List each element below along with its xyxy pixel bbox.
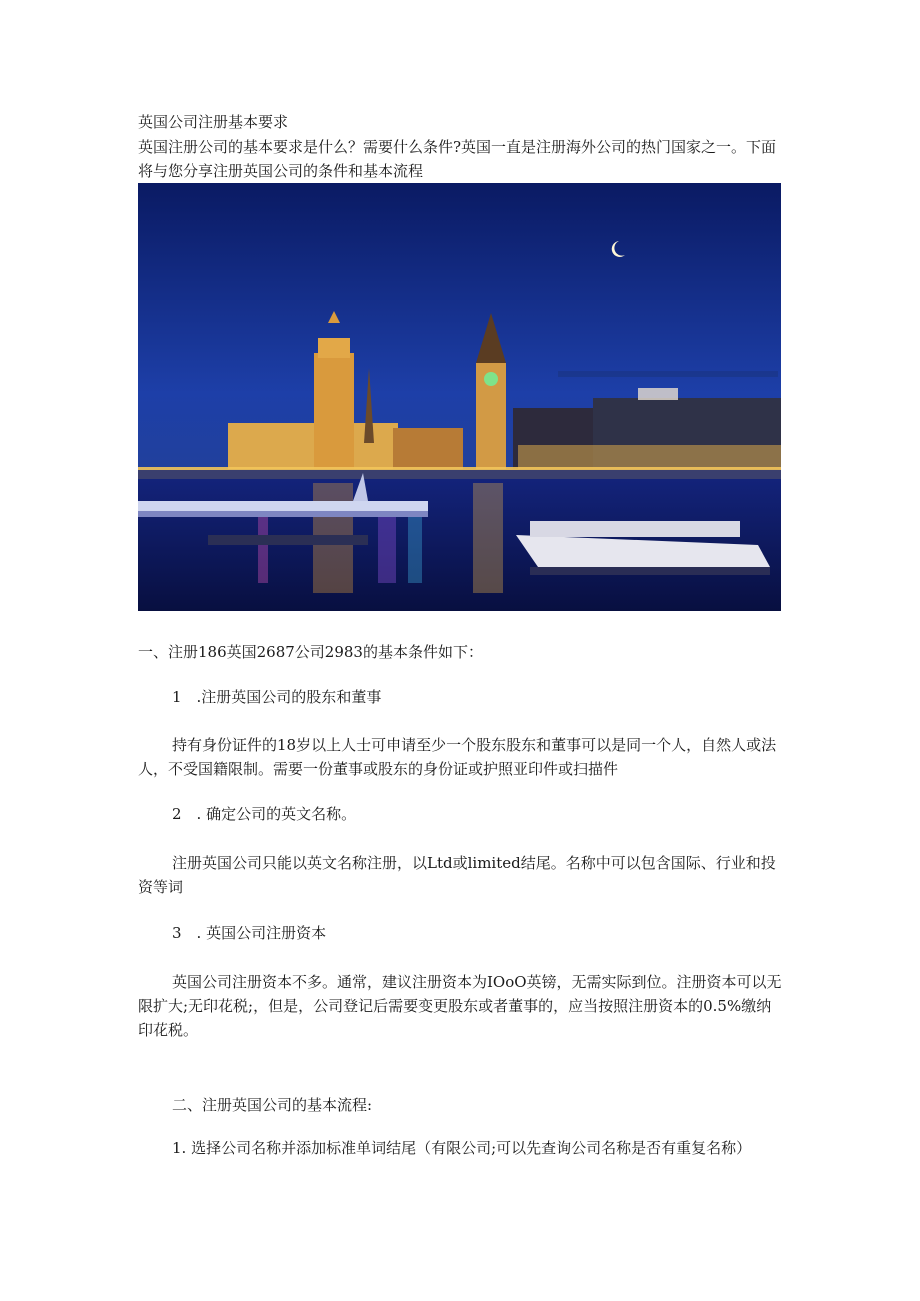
document-title: 英国公司注册基本要求 <box>138 113 289 131</box>
section1-heading: 一、注册186英国2687公司2983的基本条件如下： <box>138 643 483 661</box>
intro-paragraph: 英国注册公司的基本要求是什么？需要什么条件?英国一直是注册海外公司的热门国家之一。下面将与您分享注册英国公司的条件和基本流程 <box>138 138 777 180</box>
item3-heading: 3 . 英国公司注册资本 <box>172 924 327 942</box>
item1-heading: 1 .注册英国公司的股东和董事 <box>172 688 382 706</box>
item3-body: 英国公司注册资本不多。通常，建议注册资本为IOoO英镑，无需实际到位。注册资本可以无限扩大;无印花税;，但是，公司登记后需要变更股东或者董事的，应当按照注册资本的0.5%缴纳印花税。 <box>138 973 782 1039</box>
london-night-photo <box>138 183 781 611</box>
step1-text: 1. 选择公司名称并添加标准单词结尾（有限公司;可以先查询公司名称是否有重复名称） <box>172 1139 752 1157</box>
item2-heading: 2 . 确定公司的英文名称。 <box>172 805 357 823</box>
item1-body: 持有身份证件的18岁以上人士可申请至少一个股东股东和董事可以是同一个人，自然人或法人，不受国籍限制。需要一份董事或股东的身份证或护照亚印件或扫描件 <box>138 736 777 778</box>
item2-body: 注册英国公司只能以英文名称注册，以Ltd或limited结尾。名称中可以包含国际、行业和投资等词 <box>138 854 776 896</box>
section2-heading: 二、注册英国公司的基本流程: <box>172 1096 373 1114</box>
